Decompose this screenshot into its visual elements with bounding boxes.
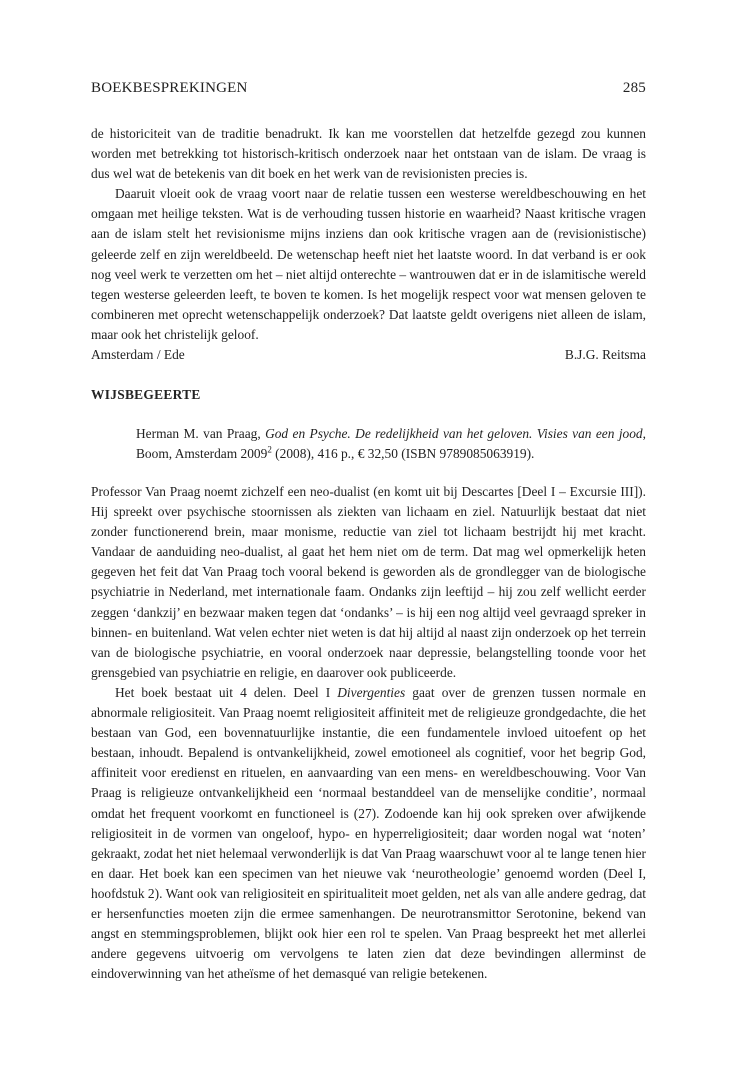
paragraph-4	[91, 683, 646, 984]
book-reference	[136, 424, 646, 464]
review-signature	[91, 345, 646, 365]
p4-emphasis: Divergenties	[337, 684, 406, 700]
paragraph-1: de historiciteit van de traditie benadrukt. Ik kan me voorstellen dat hetzelfde gezegd zou kunnen worden met betrekking tot historisch-kritisch onderzoek naar het ontstaan van de islam. De vraag is dus wel wat de betekenis van dit boek en het werk van de revisionisten precies is.	[91, 126, 646, 182]
ref-details: (2008), 416 p., € 32,50 (ISBN 9789085063919).	[271, 446, 535, 462]
reviewer-name: B.J.G. Reitsma	[564, 347, 646, 363]
p4-start: Het boek bestaat uit 4 delen. Deel I	[115, 684, 338, 700]
ref-title: God en Psyche. De redelijkheid van het geloven. Visies van een jood	[265, 426, 643, 441]
section-heading: WIJSBEGEERTE	[91, 387, 201, 402]
paragraph-2: Daaruit vloeit ook de vraag voort naar de relatie tussen een westerse wereldbeschouwing en het omgaan met heilige teksten. Wat is de verhouding tussen historie en waarheid? Naast kritische vragen aan de islam stelt het revisionisme mijns inziens dan ook kritische vragen aan de (revisionistische) geleerde zelf en zijn wereldbeeld. De wetenschap heeft niet het laatste woord. In dat verband is er ook nog veel werk te verzetten om het – niet altijd onterechte – wantrouwen dat er in de islamitische wereld tegen westerse geleerden leeft, te boven te komen. Is het mogelijk respect voor wat mensen geloven te combineren met oprecht wetenschappelijk onderzoek? Dat laatste geldt overigens niet alleen de islam, maar ook het christelijk geloof.	[91, 186, 646, 342]
ref-author: Herman M. van Praag,	[136, 426, 266, 441]
review-continuation	[91, 124, 646, 365]
p4-rest: gaat over de grenzen tussen normale en abnormale religiositeit. Van Praag noemt religiositeit affiniteit met de religieuze grondgedachte, die het bestaan van God, een bovennatuurlijke instantie, die een fundamentele invloed uitoefent op het bestaan, inhoudt. Bepalend is ontvankelijkheid, zowel emotioneel als cognitief, voor het begrip God, affiniteit voor eredienst en rituelen, en aanvaarding van een mens- en wereldbeschouwing. Voor Van Praag is religieuze ontvankelijkheid een ‘normaal bestanddeel van de menselijke conditie’, normaal omdat het frequent voorkomt en functioneel is (27). Zodoende kan hij ook spreken over afwijkende religiositeit in de vormen van ongeloof, hypo- en hyperreligiositeit; daar worden nogal wat ‘noten’ gekraakt, zodat het niet helemaal verwonderlijk is dat Van Praag waarschuwt voor al te lange tenen hier en daar. Het boek kan een specimen van het nieuwe vak ‘neurotheologie’ genoemd worden (Deel I, hoofdstuk 2). Want ook van religiositeit en spiritualiteit moet gelden, net als van alle andere gedrag, dat er hersenfuncties moeten zijn die ermee samenhangen. De neurotransmittor Serotonine, bekend van angst en stemmingsproblemen, blijkt ook hier een rol te spelen. Van Praag bespreekt het met allerlei andere gegevens uitvoerig om vervolgens te laten zien dat deze bevindingen allerminst de eindoverwinning van het atheïsme of het demasqué van religie betekenen.	[91, 684, 646, 982]
running-title: BOEKBESPREKINGEN	[91, 80, 248, 96]
paragraph-3: Professor Van Praag noemt zichzelf een neo-dualist (en komt uit bij Descartes [Deel I – Excursie III]). Hij spreekt over psychische stoornissen als ziekten van lichaam en ziel. Natuurlijk bestaat dat niet zonder functionerend brein, maar monisme, reductie van ziel tot lichaam bestrijdt hij met kracht. Vandaar de aanduiding neo-dualist, al gaat het hem niet om de term. Dat mag wel opmerkelijk heten gegeven het feit dat Van Praag toch vooral bekend is geworden als de grondlegger van de biologische psychiatrie in Nederland, met internationale faam. Ondanks zijn leeftijd – hij zou zelf wellicht eerder zeggen ‘dankzij’ en bezwaar maken tegen dat ‘ondanks’ – is hij een nog altijd veel gevraagd spreker in binnen- en buitenland. Wat velen echter niet weten is dat hij altijd al naast zijn onderzoek op het terrein van de biologische psychiatrie, en vooral onderzoek naar depressie, belangstelling toonde voor het grensgebied van psychiatrie en religie, en daarover ook publiceerde.	[91, 484, 646, 680]
page-number: 285	[622, 80, 646, 96]
review-body	[91, 482, 646, 984]
ref-edition: 2	[267, 444, 272, 455]
ref-publisher: , Boom, Amsterdam 2009	[136, 426, 646, 462]
reviewer-place: Amsterdam / Ede	[91, 347, 185, 363]
